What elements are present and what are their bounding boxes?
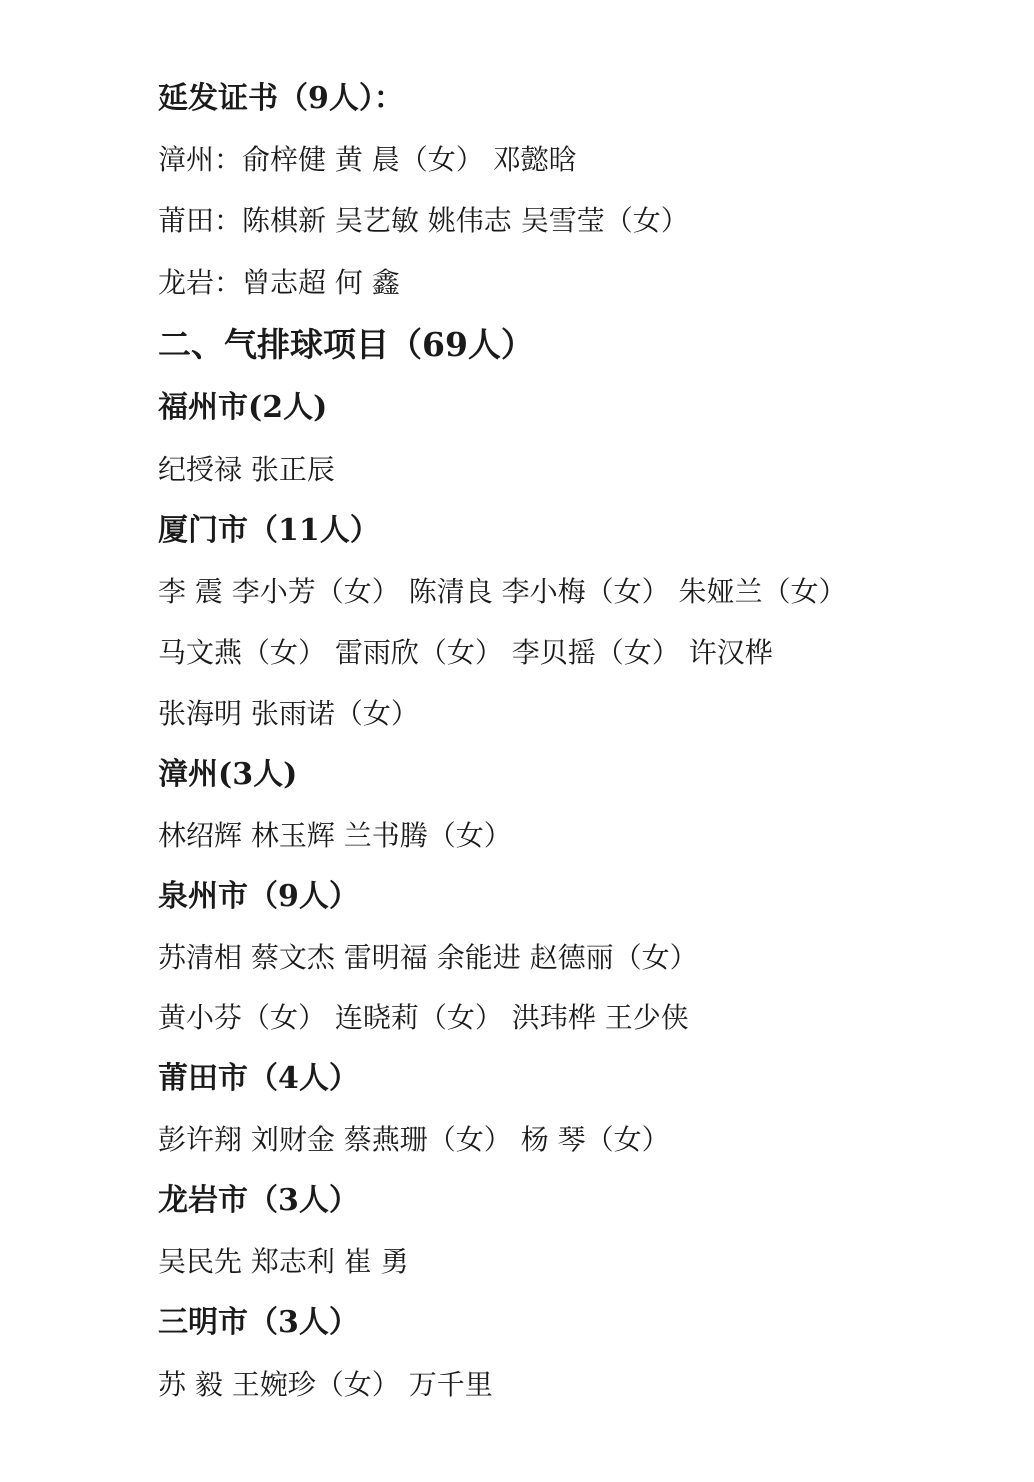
heading-quanzhou: 泉州市（9人）	[158, 879, 359, 914]
heading-zhangzhou: 漳州(3人)	[158, 757, 298, 792]
list-item: 彭许翔 刘财金 蔡燕珊（女） 杨 琴（女）	[158, 1123, 670, 1156]
section-title-air-volleyball: 二、气排球项目（69人）	[158, 325, 534, 364]
heading-sanming: 三明市（3人）	[158, 1305, 359, 1340]
list-item: 张海明 张雨诺（女）	[158, 697, 419, 730]
list-item: 纪授禄 张正辰	[158, 453, 335, 486]
heading-extended-certificates: 延发证书（9人）：	[158, 81, 404, 116]
list-item: 林绍辉 林玉辉 兰书腾（女）	[158, 819, 512, 852]
list-item: 马文燕（女） 雷雨欣（女） 李贝摇（女） 许汉桦	[158, 636, 773, 669]
list-item: 漳州：俞梓健 黄 晨（女） 邓懿晗	[158, 143, 577, 176]
heading-xiamen: 厦门市（11人）	[158, 513, 380, 548]
list-item: 苏清相 蔡文杰 雷明福 余能进 赵德丽（女）	[158, 941, 698, 974]
heading-putian: 莆田市（4人）	[158, 1061, 359, 1096]
list-item: 黄小芬（女） 连晓莉（女） 洪玮桦 王少侠	[158, 1001, 689, 1034]
list-item: 吴民先 郑志利 崔 勇	[158, 1245, 409, 1278]
heading-fuzhou: 福州市(2人)	[158, 390, 328, 425]
heading-longyan: 龙岩市（3人）	[158, 1183, 359, 1218]
list-item: 龙岩：曾志超 何 鑫	[158, 266, 400, 299]
list-item: 李 震 李小芳（女） 陈清良 李小梅（女） 朱娅兰（女）	[158, 575, 847, 608]
list-item: 苏 毅 王婉珍（女） 万千里	[158, 1368, 493, 1401]
list-item: 莆田：陈棋新 吴艺敏 姚伟志 吴雪莹（女）	[158, 204, 689, 237]
